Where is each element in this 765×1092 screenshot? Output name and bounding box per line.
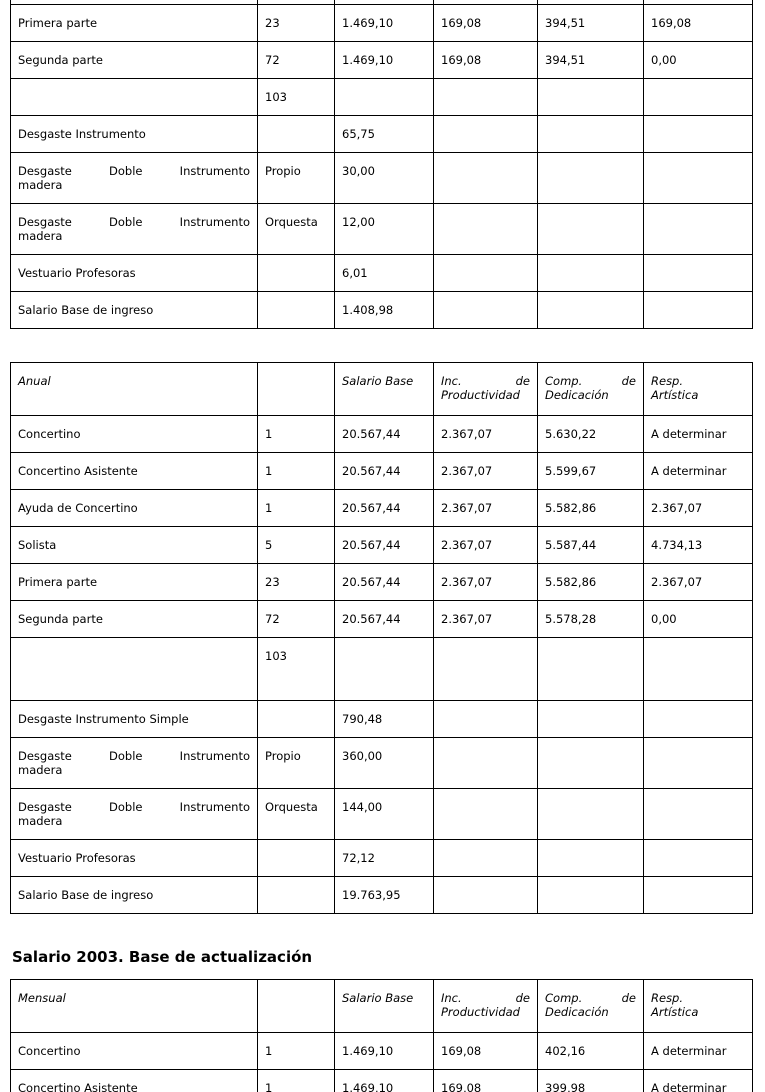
table-cell: 103 — [258, 79, 335, 116]
table-cell — [644, 204, 753, 255]
salary-table-annual — [10, 362, 765, 914]
table-cell: 1.408,98 — [335, 292, 434, 329]
table-cell: 72,12 — [335, 840, 434, 877]
table-cell: Resp. Artística — [644, 363, 753, 416]
table-cell: Vestuario Profesoras — [11, 255, 258, 292]
table-row — [11, 453, 753, 490]
table-cell: 169,08 — [434, 1033, 538, 1070]
table-cell: 65,75 — [335, 116, 434, 153]
table-cell: 30,00 — [335, 153, 434, 204]
table-cell: 402,16 — [538, 1033, 644, 1070]
table-cell: 1.469,10 — [335, 5, 434, 42]
table-cell — [258, 292, 335, 329]
table-cell: Orquesta — [258, 789, 335, 840]
table-cell — [258, 116, 335, 153]
table-row — [11, 42, 753, 79]
table-cell: 12,00 — [335, 204, 434, 255]
table-cell: A determinar — [644, 1070, 753, 1092]
table-cell — [538, 701, 644, 738]
table-cell: Inc. de Productividad — [434, 980, 538, 1033]
table-cell — [644, 840, 753, 877]
table — [10, 0, 753, 329]
table-cell: 2.367,07 — [434, 601, 538, 638]
table-cell — [644, 292, 753, 329]
table-row — [11, 638, 753, 701]
table-cell: 2.367,07 — [434, 527, 538, 564]
table-cell: 20.567,44 — [335, 601, 434, 638]
table-cell — [644, 153, 753, 204]
salary-table-monthly-2003 — [10, 979, 765, 1092]
table-cell — [644, 877, 753, 914]
table-cell: 20.567,44 — [335, 416, 434, 453]
table-cell: Concertino Asistente — [11, 1070, 258, 1092]
table-cell — [434, 153, 538, 204]
table-cell: 2.367,07 — [434, 490, 538, 527]
table-cell — [644, 116, 753, 153]
table-row — [11, 490, 753, 527]
table-cell: Primera parte — [11, 5, 258, 42]
table-row — [11, 292, 753, 329]
table-cell — [434, 638, 538, 701]
salary-table-monthly-2002-partial — [10, 0, 765, 329]
table-cell: Orquesta — [258, 204, 335, 255]
table-cell: Comp. de Dedicación — [538, 980, 644, 1033]
table-row — [11, 204, 753, 255]
table-cell: 0,00 — [644, 601, 753, 638]
table-cell: 394,51 — [538, 42, 644, 79]
table-cell — [644, 79, 753, 116]
table-cell: Propio — [258, 738, 335, 789]
table-cell: 1.469,10 — [335, 1070, 434, 1092]
table-cell — [538, 204, 644, 255]
table-cell — [538, 789, 644, 840]
table — [10, 979, 753, 1092]
table-cell: 23 — [258, 5, 335, 42]
table-cell: 2.367,07 — [434, 453, 538, 490]
table-cell: Resp. Artística — [644, 980, 753, 1033]
table-cell: Anual — [11, 363, 258, 416]
table-cell: Desgaste Doble Instrumento madera — [11, 738, 258, 789]
table-row — [11, 255, 753, 292]
table-cell: 1 — [258, 490, 335, 527]
table-cell: 169,08 — [434, 1070, 538, 1092]
table-cell — [538, 79, 644, 116]
table-cell: Segunda parte — [11, 42, 258, 79]
table-row — [11, 363, 753, 416]
table-cell: 5.599,67 — [538, 453, 644, 490]
table-cell: 394,51 — [538, 5, 644, 42]
table-cell: Solista — [11, 527, 258, 564]
table-cell: 1 — [258, 416, 335, 453]
table-cell — [11, 79, 258, 116]
table-cell — [335, 638, 434, 701]
table-row — [11, 153, 753, 204]
table-cell: 360,00 — [335, 738, 434, 789]
table-cell — [434, 255, 538, 292]
table-cell — [258, 980, 335, 1033]
table-cell: 20.567,44 — [335, 453, 434, 490]
table-row — [11, 789, 753, 840]
table-cell: 6,01 — [335, 255, 434, 292]
table-cell: 4.734,13 — [644, 527, 753, 564]
table-cell: 5 — [258, 527, 335, 564]
table-cell: Primera parte — [11, 564, 258, 601]
table-cell — [434, 789, 538, 840]
table-cell: Mensual — [11, 980, 258, 1033]
table-cell: 2.367,07 — [644, 490, 753, 527]
table-cell — [335, 79, 434, 116]
table-cell: Inc. de Productividad — [434, 363, 538, 416]
table-cell — [258, 701, 335, 738]
table-cell — [538, 840, 644, 877]
table-cell — [538, 153, 644, 204]
table-cell: A determinar — [644, 453, 753, 490]
table-cell: Comp. de Dedicación — [538, 363, 644, 416]
table-cell: Desgaste Doble Instrumento madera — [11, 789, 258, 840]
table-cell: 169,08 — [434, 5, 538, 42]
table-row — [11, 701, 753, 738]
table-cell: 20.567,44 — [335, 490, 434, 527]
table-cell: 399,98 — [538, 1070, 644, 1092]
table-row — [11, 564, 753, 601]
table-cell — [644, 738, 753, 789]
table-cell — [538, 877, 644, 914]
table-cell: 19.763,95 — [335, 877, 434, 914]
table-cell: A determinar — [644, 416, 753, 453]
table-cell: Salario Base de ingreso — [11, 877, 258, 914]
table — [10, 362, 753, 914]
table-cell: 144,00 — [335, 789, 434, 840]
table-cell: 169,08 — [434, 42, 538, 79]
table-cell: Salario Base de ingreso — [11, 292, 258, 329]
table-cell: 1.469,10 — [335, 42, 434, 79]
table-cell: Concertino Asistente — [11, 453, 258, 490]
table-cell — [434, 204, 538, 255]
table-cell: 0,00 — [644, 42, 753, 79]
table-cell: 5.582,86 — [538, 490, 644, 527]
table-row — [11, 116, 753, 153]
table-cell: 72 — [258, 42, 335, 79]
table-cell: 790,48 — [335, 701, 434, 738]
table-cell: 5.578,28 — [538, 601, 644, 638]
table-cell — [434, 701, 538, 738]
table-cell: A determinar — [644, 1033, 753, 1070]
table-cell — [258, 840, 335, 877]
table-row — [11, 1033, 753, 1070]
table-cell — [538, 738, 644, 789]
table-cell: 2.367,07 — [434, 416, 538, 453]
table-cell: 1 — [258, 453, 335, 490]
table-cell — [258, 255, 335, 292]
table-cell — [644, 789, 753, 840]
table-cell — [538, 116, 644, 153]
table-cell — [434, 840, 538, 877]
table-cell — [644, 638, 753, 701]
table-cell: 169,08 — [644, 5, 753, 42]
table-cell: 5.587,44 — [538, 527, 644, 564]
table-cell — [434, 116, 538, 153]
table-cell: 2.367,07 — [644, 564, 753, 601]
table-row — [11, 416, 753, 453]
table-cell: Vestuario Profesoras — [11, 840, 258, 877]
table-cell: 103 — [258, 638, 335, 701]
table-cell — [538, 255, 644, 292]
table-cell: Concertino — [11, 416, 258, 453]
table-cell: Concertino — [11, 1033, 258, 1070]
table-row — [11, 5, 753, 42]
table-cell: Desgaste Doble Instrumento madera — [11, 204, 258, 255]
table-cell: Ayuda de Concertino — [11, 490, 258, 527]
table-cell — [644, 701, 753, 738]
table-cell: 1 — [258, 1070, 335, 1092]
table-row — [11, 79, 753, 116]
table-cell: Desgaste Instrumento — [11, 116, 258, 153]
table-cell: 5.630,22 — [538, 416, 644, 453]
table-cell: 1 — [258, 1033, 335, 1070]
table-cell — [434, 292, 538, 329]
table-cell — [434, 79, 538, 116]
table-cell: 1.469,10 — [335, 1033, 434, 1070]
table-cell: 72 — [258, 601, 335, 638]
table-cell — [11, 638, 258, 701]
table-row — [11, 738, 753, 789]
table-cell — [644, 255, 753, 292]
table-cell — [258, 877, 335, 914]
table-cell — [434, 738, 538, 789]
table-row — [11, 527, 753, 564]
table-cell: Salario Base — [335, 363, 434, 416]
table-cell: Salario Base — [335, 980, 434, 1033]
table-row — [11, 980, 753, 1033]
table-cell: 20.567,44 — [335, 527, 434, 564]
table-cell — [538, 292, 644, 329]
table-cell — [434, 877, 538, 914]
table-cell: 2.367,07 — [434, 564, 538, 601]
table-cell: 23 — [258, 564, 335, 601]
table-cell — [538, 638, 644, 701]
table-cell: Desgaste Instrumento Simple — [11, 701, 258, 738]
table-row — [11, 1070, 753, 1092]
table-cell: Desgaste Doble Instrumento madera — [11, 153, 258, 204]
table-cell: Propio — [258, 153, 335, 204]
table-cell: Segunda parte — [11, 601, 258, 638]
table-cell — [258, 363, 335, 416]
table-row — [11, 840, 753, 877]
table-row — [11, 877, 753, 914]
section-heading: Salario 2003. Base de actualización — [12, 948, 313, 966]
table-row — [11, 601, 753, 638]
table-cell: 20.567,44 — [335, 564, 434, 601]
table-cell: 5.582,86 — [538, 564, 644, 601]
